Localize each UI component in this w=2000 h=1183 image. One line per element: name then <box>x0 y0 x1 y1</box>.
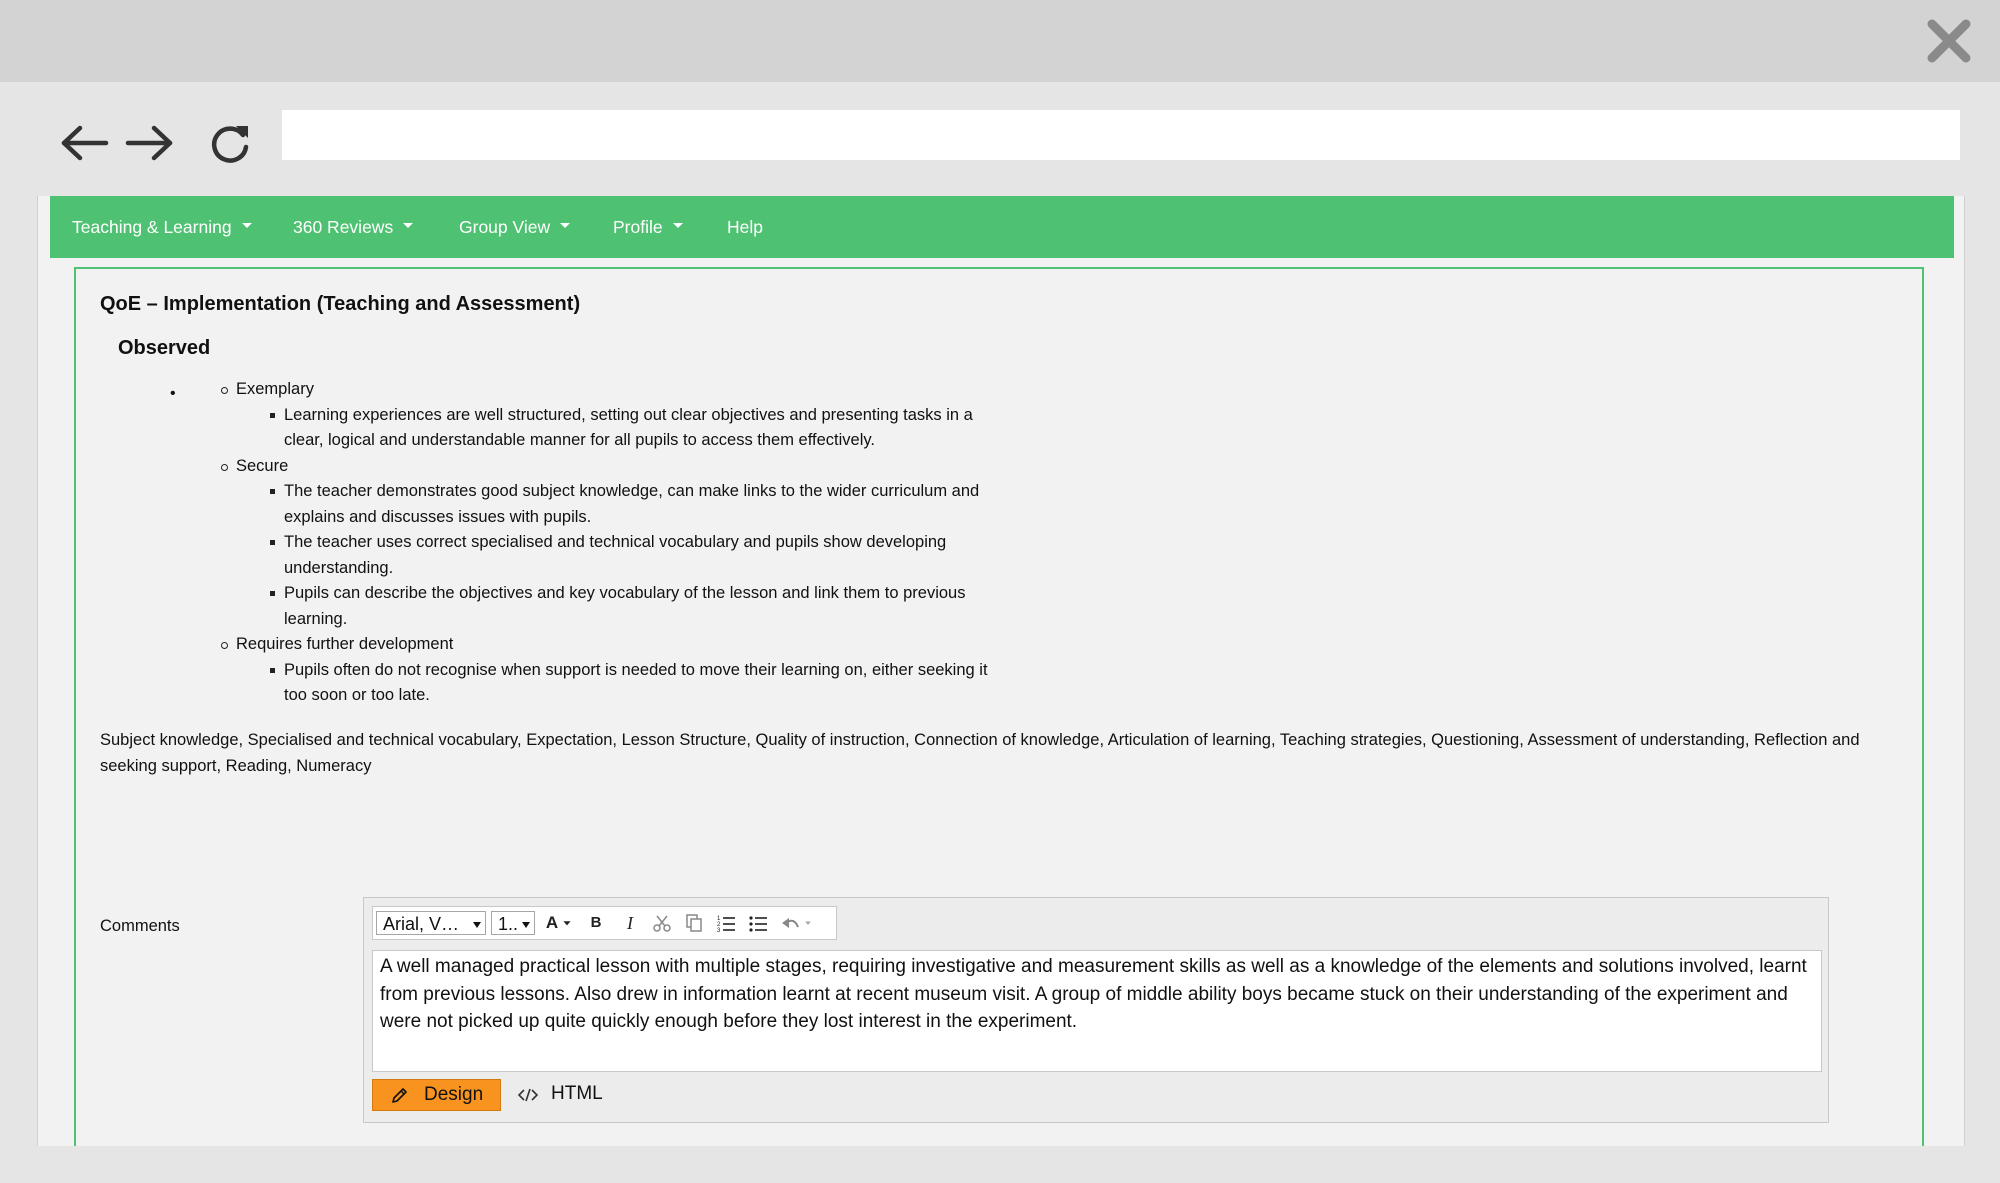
font-color-dropdown[interactable] <box>559 911 575 935</box>
list-item: Pupils often do not recognise when support is needed to move their learning on, either seeking it too soon or too late. <box>284 658 1004 709</box>
arrow-right-icon <box>124 120 176 166</box>
nav-label: Teaching & Learning <box>72 217 232 237</box>
arrow-left-icon <box>58 120 110 166</box>
caret-down-icon <box>403 223 413 228</box>
bold-icon: B <box>590 914 602 931</box>
font-family-select[interactable] <box>376 911 486 935</box>
svg-text:2: 2 <box>717 922 721 928</box>
nav-360-reviews[interactable] <box>293 196 413 258</box>
close-icon[interactable] <box>1926 18 1972 64</box>
pencil-icon <box>391 1086 409 1104</box>
editor-toolbar <box>372 906 837 940</box>
nav-profile[interactable] <box>613 196 683 258</box>
rich-text-editor <box>363 897 1829 1123</box>
svg-text:3: 3 <box>717 928 721 933</box>
list-item: Learning experiences are well structured, setting out clear objectives and presenting tasks in a clear, logical and understandable manner for all pupils to access them effectively. <box>284 403 1004 454</box>
level-requires-development: Requires further development <box>236 632 453 658</box>
font-color-icon: A <box>545 913 559 932</box>
forward-button[interactable] <box>124 120 176 166</box>
design-mode-button[interactable] <box>372 1079 501 1111</box>
nav-label: Group View <box>459 217 551 237</box>
font-family-value: Arial, V… <box>383 914 460 934</box>
reload-button[interactable] <box>206 120 254 166</box>
list-item: Pupils can describe the objectives and key vocabulary of the lesson and link them to previous learning. <box>284 581 1004 632</box>
comment-text-area[interactable]: A well managed practical lesson with multiple stages, requiring investigative and measurement skills as well as a knowledge of the elements and solutions involved, learnt from previous lessons. Also drew in information learnt at recent museum visit. A group of middle ability boys became stuck on their understanding of the experiment and were not picked up quite quickly enough before they lost interest in the experiment. <box>372 950 1822 1072</box>
nav-label: Help <box>727 217 763 237</box>
scissors-icon <box>652 913 672 933</box>
bulleted-list-icon <box>748 913 768 933</box>
bold-button[interactable] <box>583 911 609 935</box>
url-input[interactable] <box>282 110 1960 160</box>
content-panel <box>74 267 1924 1167</box>
nav-label: Profile <box>613 217 663 237</box>
section-subtitle: Observed <box>118 337 211 359</box>
reload-icon <box>206 120 254 166</box>
ordered-list-button[interactable] <box>713 911 739 935</box>
page-frame <box>37 196 1965 1146</box>
caret-down-icon <box>522 922 530 928</box>
ordered-list-icon <box>716 913 736 933</box>
design-mode-label: Design <box>424 1084 484 1105</box>
svg-text:1: 1 <box>717 916 721 922</box>
list-item: The teacher uses correct specialised and technical vocabulary and pupils show developing understanding. <box>284 530 1004 581</box>
html-mode-button[interactable] <box>518 1079 618 1111</box>
window-bottom-border <box>0 1146 2000 1183</box>
italic-icon: I <box>627 913 633 933</box>
comments-label: Comments <box>100 917 180 935</box>
caret-down-icon <box>561 917 573 929</box>
section-title: QoE – Implementation (Teaching and Assessment) <box>100 293 581 315</box>
list-item: The teacher demonstrates good subject knowledge, can make links to the wider curriculum and explains and discusses issues with pupils. <box>284 479 1004 530</box>
font-size-select[interactable] <box>491 911 535 935</box>
level-secure: Secure <box>236 454 288 480</box>
nav-help[interactable] <box>727 196 763 258</box>
italic-button[interactable] <box>617 911 643 935</box>
focus-tags: Subject knowledge, Specialised and technical vocabulary, Expectation, Lesson Structure, Quality of instruction, Connection of knowledge, Articulation of learning, Teaching strategies, Questioning, Assessment of understanding, Reflection and seeking support, Reading, Numeracy <box>100 731 1860 775</box>
nav-teaching-learning[interactable] <box>72 196 252 258</box>
html-mode-label: HTML <box>551 1083 603 1104</box>
nav-group-view[interactable] <box>459 196 570 258</box>
caret-down-icon <box>560 223 570 228</box>
code-icon <box>518 1087 538 1103</box>
copy-button[interactable] <box>681 911 707 935</box>
caret-down-icon <box>803 918 813 928</box>
level-exemplary: Exemplary <box>236 377 314 403</box>
back-button[interactable] <box>58 120 110 166</box>
cut-button[interactable] <box>649 911 675 935</box>
main-nav <box>50 196 1954 258</box>
undo-icon <box>780 913 800 933</box>
copy-icon <box>684 913 704 933</box>
bulleted-list-button[interactable] <box>745 911 771 935</box>
undo-button[interactable] <box>777 911 803 935</box>
caret-down-icon <box>473 922 481 928</box>
browser-toolbar <box>0 82 2000 196</box>
undo-dropdown[interactable] <box>801 911 815 935</box>
nav-label: 360 Reviews <box>293 217 394 237</box>
caret-down-icon <box>242 223 252 228</box>
window-titlebar <box>0 0 2000 82</box>
list-bullet: • <box>170 385 176 402</box>
caret-down-icon <box>673 223 683 228</box>
font-size-value: 1.. <box>498 914 519 934</box>
